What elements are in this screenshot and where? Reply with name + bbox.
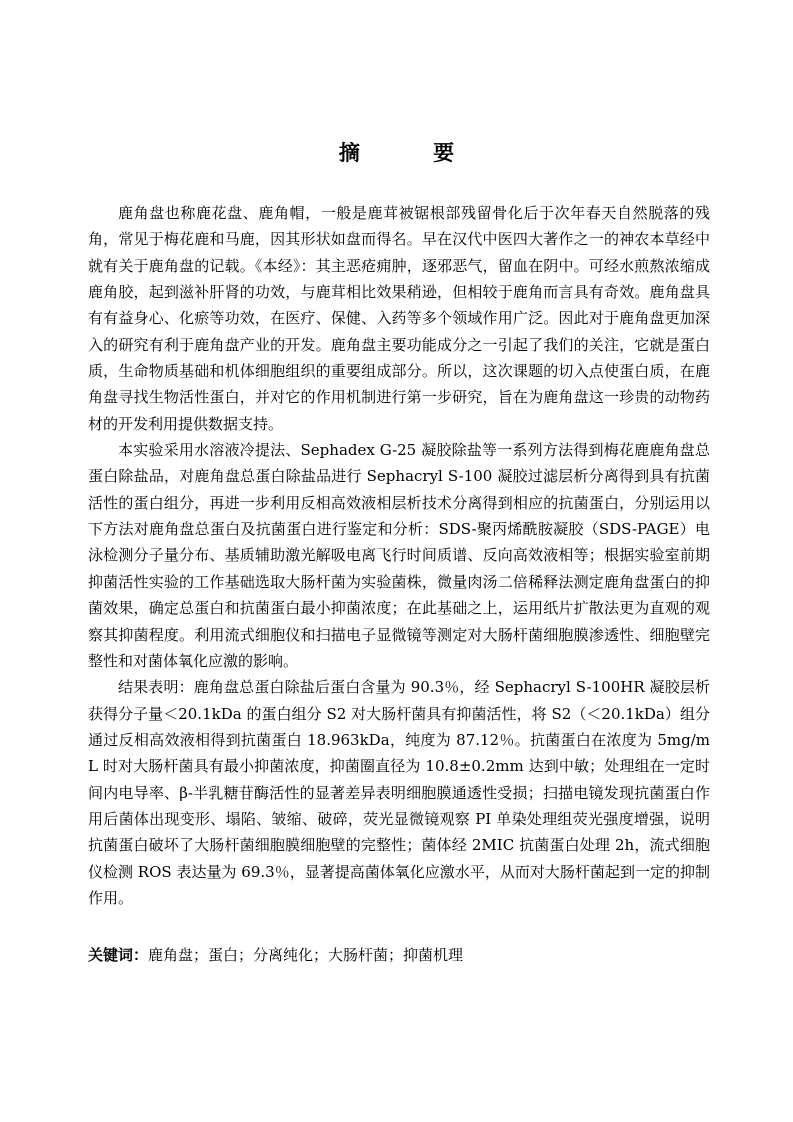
keywords-text: 鹿角盘；蛋白；分离纯化；大肠杆菌；抑菌机理 <box>148 946 464 964</box>
keywords-line <box>88 942 710 968</box>
abstract-body <box>88 200 710 911</box>
abstract-paragraph-2: 本实验采用水溶液冷提法、Sephadex G-25 凝胶除盐等一系列方法得到梅花鹿鹿角盘总蛋白除盐品，对鹿角盘总蛋白除盐品进行 Sephacryl S-100 凝胶过滤层析分离得到具有抗菌活性的蛋白组分，再进一步利用反相高效液相层析技术分离得到相应的抗菌蛋白，分别运用以下方法对鹿角盘总蛋白及抗菌蛋白进行鉴定和分析：SDS-聚丙烯酰胺凝胶（SDS-PAGE）电泳检测分子量分布、基质辅助激光解吸电离飞行时间质谱、反向高效液相等；根据实验室前期抑菌活性实验的工作基础选取大肠杆菌为实验菌株，微量肉汤二倍稀释法测定鹿角盘蛋白的抑菌效果，确定总蛋白和抗菌蛋白最小抑菌浓度；在此基础之上，运用纸片扩散法更为直观的观察其抑菌程度。利用流式细胞仪和扫描电子显微镜等测定对大肠杆菌细胞膜渗透性、细胞壁完整性和对菌体氧化应激的影响。 <box>88 441 710 670</box>
page-title: 摘 要 <box>338 140 488 165</box>
abstract-paragraph-3: 结果表明：鹿角盘总蛋白除盐后蛋白含量为 90.3％，经 Sephacryl S-100HR 凝胶层析获得分子量＜20.1kDa 的蛋白组分 S2 对大肠杆菌具有抑菌活性，将 S2（＜20.1kDa）组分通过反相高效液相得到抗菌蛋白 18.963kDa，纯度为 87.12％。抗菌蛋白在浓度为 5mg/mL 时对大肠杆菌具有最小抑菌浓度，抑菌圈直径为 10.8±0.2mm 达到中敏；处理组在一定时间内电导率、β-半乳糖苷酶活性的显著差异表明细胞膜通透性受损；扫描电镜发现抗菌蛋白作用后菌体出现变形、塌陷、皱缩、破碎，荧光显微镜观察 PI 单染处理组荧光强度增强，说明抗菌蛋白破坏了大肠杆菌细胞膜细胞壁的完整性；菌体经 2MIC 抗菌蛋白处理 2h，流式细胞仪检测 ROS 表达量为 69.3％，显著提高菌体氧化应激水平，从而对大肠杆菌起到一定的抑制作用。 <box>88 678 710 907</box>
keywords-label: 关键词： <box>88 946 149 964</box>
abstract-paragraph-1: 鹿角盘也称鹿花盘、鹿角帽，一般是鹿茸被锯根部残留骨化后于次年春天自然脱落的残角，常见于梅花鹿和马鹿，因其形状如盘而得名。早在汉代中医四大著作之一的神农本草经中就有关于鹿角盘的记载。《本经》：其主恶疮痈肿，逐邪恶气，留血在阴中。可经水煎熬浓缩成鹿角胶，起到滋补肝肾的功效，与鹿茸相比效果稍逊，但相较于鹿角而言具有奇效。鹿角盘具有有益身心、化瘀等功效，在医疗、保健、入药等多个领域作用广泛。因此对于鹿角盘更加深入的研究有利于鹿角盘产业的开发。鹿角盘主要功能成分之一引起了我们的关注，它就是蛋白质，生命物质基础和机体细胞组织的重要组成部分。所以，这次课题的切入点使蛋白质，在鹿角盘寻找生物活性蛋白，并对它的作用机制进行第一步研究，旨在为鹿角盘这一珍贵的动物药材的开发利用提供数据支持。 <box>88 204 710 433</box>
